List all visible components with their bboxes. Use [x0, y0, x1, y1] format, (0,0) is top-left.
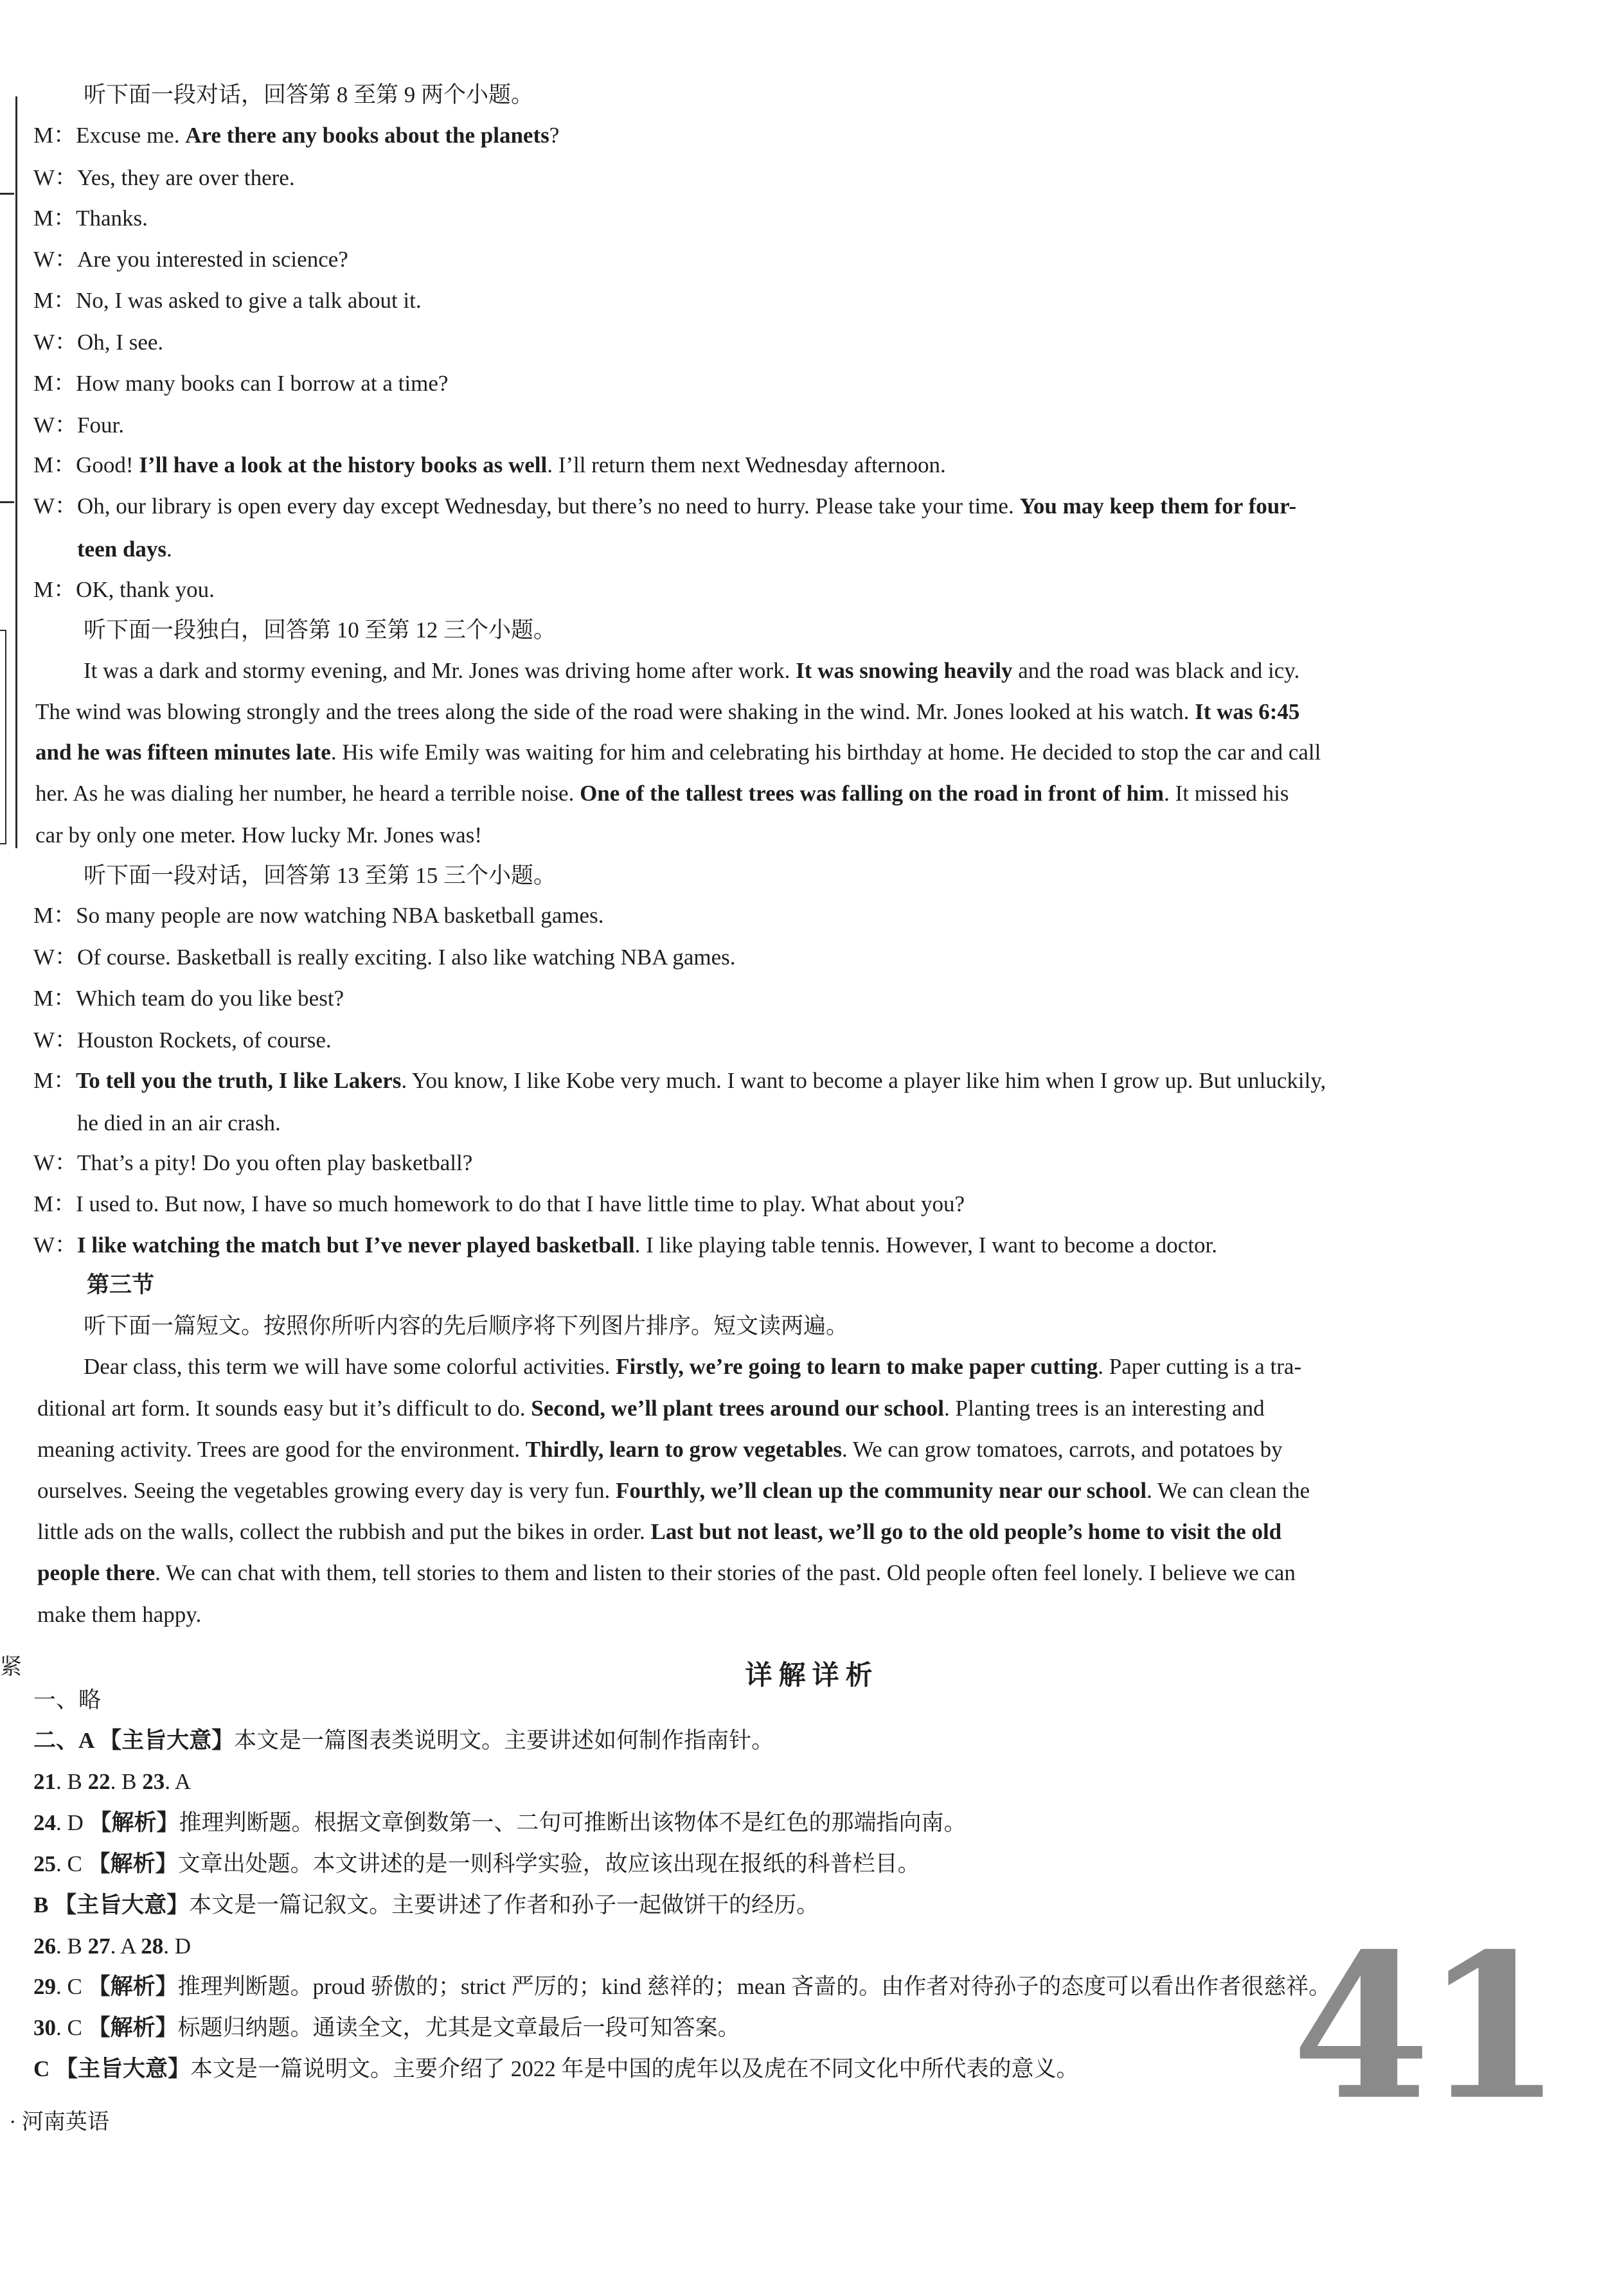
text-run: M： [33, 1068, 76, 1093]
text-line [77, 1107, 281, 1139]
bold-text: One of the tallest trees was falling on the road in front of him [580, 781, 1164, 806]
text-line [33, 1725, 774, 1757]
text-line [33, 1807, 967, 1839]
text-line [33, 1930, 191, 1962]
text-run: . D [163, 1934, 192, 1959]
bold-text: 二、A 【主旨大意】 [33, 1728, 235, 1753]
text-run: . A [110, 1934, 141, 1959]
bold-text: and he was fifteen minutes late [35, 740, 331, 765]
bold-text: 29 [33, 1974, 56, 1999]
text-run: 听下面一篇短文。按照你所听内容的先后顺序将下列图片排序。短文读两遍。 [84, 1313, 849, 1339]
text-line [35, 778, 1289, 810]
text-run: 听下面一段独白，回答第 10 至第 12 三个小题。 [84, 618, 557, 643]
text-line [33, 1229, 1217, 1261]
text-run: ditional art form. It sounds easy but it’s difficult to do. [37, 1396, 531, 1421]
text-line [33, 2012, 740, 2044]
text-run: . We can chat with them, tell stories to them and listen to their stories of the past. Old people often feel lonely. I believe we can [155, 1560, 1296, 1585]
bold-text: 第三节 [87, 1272, 155, 1297]
text-run: W：Houston Rockets, of course. [33, 1028, 332, 1053]
bold-text: 【解析】 [89, 1810, 179, 1835]
bold-text: To tell you the truth, I like Lakers [76, 1068, 402, 1093]
text-run: 文章出处题。本文讲述的是一则科学实验，故应该出现在报纸的科普栏目。 [177, 1851, 920, 1876]
text-line [33, 120, 559, 152]
text-line [33, 162, 295, 194]
text-run: . I like playing table tennis. However, I want to become a doctor. [634, 1232, 1218, 1258]
text-run: W：Four. [33, 413, 124, 438]
text-run: . C [56, 1851, 88, 1876]
text-line [77, 533, 172, 565]
footer-label: · 河南英语 [9, 2110, 109, 2134]
bold-text: people there [37, 1560, 156, 1585]
text-run: M：So many people are now watching NBA basketball games. [33, 903, 604, 928]
text-line [33, 202, 148, 235]
section-heading: 详解详析 [745, 1661, 879, 1691]
text-run: 本文是一篇记叙文。主要讲述了作者和孙子一起做饼干的经历。 [189, 1892, 819, 1918]
text-line [35, 819, 482, 851]
page-number: 41 [1292, 1910, 1557, 2144]
text-line [37, 1434, 1283, 1466]
text-line [37, 1516, 1281, 1548]
text-run: M：How many books can I borrow at a time? [33, 371, 449, 396]
bold-text: 【解析】 [87, 1851, 178, 1876]
bold-text: 26 [33, 1934, 56, 1959]
text-line [84, 79, 533, 111]
text-line [33, 490, 1296, 522]
text-line [84, 1310, 848, 1342]
bold-text: It was snowing heavily [796, 658, 1013, 683]
text-line [33, 449, 946, 481]
text-run: . I’ll return them next Wednesday afternoon. [547, 452, 946, 477]
bold-text: Last but not least, we’ll go to the old people’s home to visit the old [650, 1519, 1282, 1544]
text-run: 推理判断题。根据文章倒数第一、二句可推断出该物体不是红色的那端指向南。 [179, 1810, 967, 1835]
bold-text: B 【主旨大意】 [33, 1892, 190, 1918]
text-line [37, 1557, 1296, 1589]
text-run: little ads on the walls, collect the rubbish and put the bikes in order. [37, 1519, 651, 1544]
text-line [84, 1351, 1301, 1383]
text-line [35, 736, 1321, 769]
text-run: he died in an air crash. [77, 1110, 281, 1135]
text-run: M：Thanks. [33, 206, 148, 231]
bold-text: Firstly, we’re going to learn to make paper cutting [616, 1354, 1098, 1379]
bold-text: 24 [33, 1810, 56, 1835]
text-run: . C [56, 1974, 88, 1999]
text-run: It was a dark and stormy evening, and Mr. Jones was driving home after work. [84, 658, 796, 683]
text-run: . A [165, 1769, 192, 1794]
text-line [33, 326, 163, 359]
text-run: W：Yes, they are over there. [33, 165, 295, 190]
text-line [37, 1599, 201, 1631]
bold-text: I like watching the match but I’ve never played basketball [77, 1232, 635, 1258]
text-run: The wind was blowing strongly and the trees along the side of the road were shaking in the wind. Mr. Jones looked at his watch. [35, 699, 1195, 724]
text-run: 听下面一段对话，回答第 13 至第 15 三个小题。 [84, 863, 557, 888]
text-run: W：Of course. Basketball is really exciting. I also like watching NBA games. [33, 945, 736, 970]
text-run: M：Which team do you like best? [33, 986, 344, 1011]
bold-text: Fourthly, we’ll clean up the community near our school [616, 1478, 1147, 1503]
binding-tick [0, 501, 14, 503]
text-line [33, 1889, 819, 1921]
text-run: . B [56, 1769, 88, 1794]
binding-line [15, 96, 17, 848]
text-run: W： [33, 1232, 78, 1258]
text-run: W：That’s a pity! Do you often play basketball? [33, 1150, 473, 1175]
text-run: M：Good! [33, 452, 139, 477]
text-line [33, 1147, 472, 1179]
text-run: 听下面一段对话，回答第 8 至第 9 两个小题。 [84, 82, 534, 107]
text-run: her. As he was dialing her number, he heard a terrible noise. [35, 781, 580, 806]
text-run: . You know, I like Kobe very much. I want to become a player like him when I grow up. But unluckily, [401, 1068, 1326, 1093]
text-line [33, 1848, 920, 1880]
binding-tick [0, 193, 14, 195]
text-run: car by only one meter. How lucky Mr. Jones was! [35, 823, 482, 848]
text-run: M：No, I was asked to give a talk about it. [33, 288, 422, 313]
text-line [33, 1766, 191, 1798]
bold-text: teen days [77, 537, 167, 562]
text-line [35, 696, 1299, 728]
text-run: 本文是一篇说明文。主要介绍了 2022 年是中国的虎年以及虎在不同文化中所代表的意义。 [190, 2056, 1079, 2081]
text-line [33, 368, 448, 400]
binding-margin-char: 紧 [0, 1655, 22, 1679]
text-line [33, 900, 603, 932]
text-run: ourselves. Seeing the vegetables growing every day is very fun. [37, 1478, 616, 1503]
text-line [87, 1269, 154, 1301]
text-line [33, 941, 736, 974]
text-run: . Planting trees is an interesting and [944, 1396, 1265, 1421]
text-line [33, 983, 344, 1015]
bold-text: I’ll have a look at the history books as well [139, 452, 548, 477]
text-line [33, 2053, 1079, 2085]
text-run: ? [549, 123, 560, 148]
bold-text: Are there any books about the planets [185, 123, 549, 148]
text-run: M：OK, thank you. [33, 577, 215, 602]
text-run: M：Excuse me. [33, 123, 186, 148]
text-run: W：Are you interested in science? [33, 247, 348, 272]
bold-text: 25 [33, 1851, 56, 1876]
binding-bracket [0, 630, 6, 844]
text-run: make them happy. [37, 1602, 202, 1627]
text-run: meaning activity. Trees are good for the environment. [37, 1437, 526, 1462]
bold-text: C 【主旨大意】 [33, 2056, 191, 2081]
text-line [33, 285, 422, 317]
text-run: 推理判断题。proud 骄傲的；strict 严厉的；kind 慈祥的；mean 吝啬的。由作者对待孙子的态度可以看出作者很慈祥。 [177, 1974, 1332, 1999]
text-line [37, 1393, 1265, 1425]
bold-text: It was 6:45 [1195, 699, 1300, 724]
text-line [33, 1188, 965, 1220]
bold-text: 23 [142, 1769, 165, 1794]
text-line [33, 1971, 1331, 2003]
text-line [84, 860, 556, 892]
text-run: . [166, 537, 172, 562]
text-line [84, 655, 1299, 687]
text-line [33, 244, 348, 276]
bold-text: You may keep them for four- [1019, 494, 1297, 519]
text-run: and the road was black and icy. [1012, 658, 1300, 683]
text-run: . B [56, 1934, 88, 1959]
text-line [84, 614, 556, 646]
text-run: W：Oh, I see. [33, 330, 164, 355]
text-line [37, 1475, 1310, 1507]
bold-text: 27 [87, 1934, 111, 1959]
text-run: . His wife Emily was waiting for him and celebrating his birthday at home. He decided to stop the car and call [330, 740, 1321, 765]
text-run: 标题归纳题。通读全文，尤其是文章最后一段可知答案。 [177, 2015, 740, 2040]
text-run: 一、略 [33, 1687, 102, 1713]
text-run: Dear class, this term we will have some colorful activities. [84, 1354, 616, 1379]
bold-text: Second, we’ll plant trees around our school [531, 1396, 944, 1421]
bold-text: 28 [141, 1934, 164, 1959]
text-line [33, 1065, 1326, 1097]
text-run: . Paper cutting is a tra- [1098, 1354, 1302, 1379]
bold-text: 【解析】 [87, 1974, 178, 1999]
bold-text: 30 [33, 2015, 56, 2040]
text-run: . We can clean the [1147, 1478, 1310, 1503]
text-run: . B [110, 1769, 143, 1794]
bold-text: 22 [87, 1769, 111, 1794]
text-line [33, 1024, 332, 1056]
text-run: . We can grow tomatoes, carrots, and potatoes by [842, 1437, 1283, 1462]
bold-text: 21 [33, 1769, 56, 1794]
text-run: W：Oh, our library is open every day except Wednesday, but there’s no need to hurry. Please take your time. [33, 494, 1020, 519]
text-run: M：I used to. But now, I have so much homework to do that I have little time to play. What about you? [33, 1191, 965, 1216]
text-run: . C [56, 2015, 88, 2040]
text-run: . D [56, 1810, 89, 1835]
bold-text: 【解析】 [87, 2015, 178, 2040]
text-line [33, 574, 215, 606]
text-line [33, 409, 124, 441]
bold-text: Thirdly, learn to grow vegetables [525, 1437, 843, 1462]
text-run: 本文是一篇图表类说明文。主要讲述如何制作指南针。 [234, 1728, 774, 1753]
text-run: . It missed his [1164, 781, 1289, 806]
